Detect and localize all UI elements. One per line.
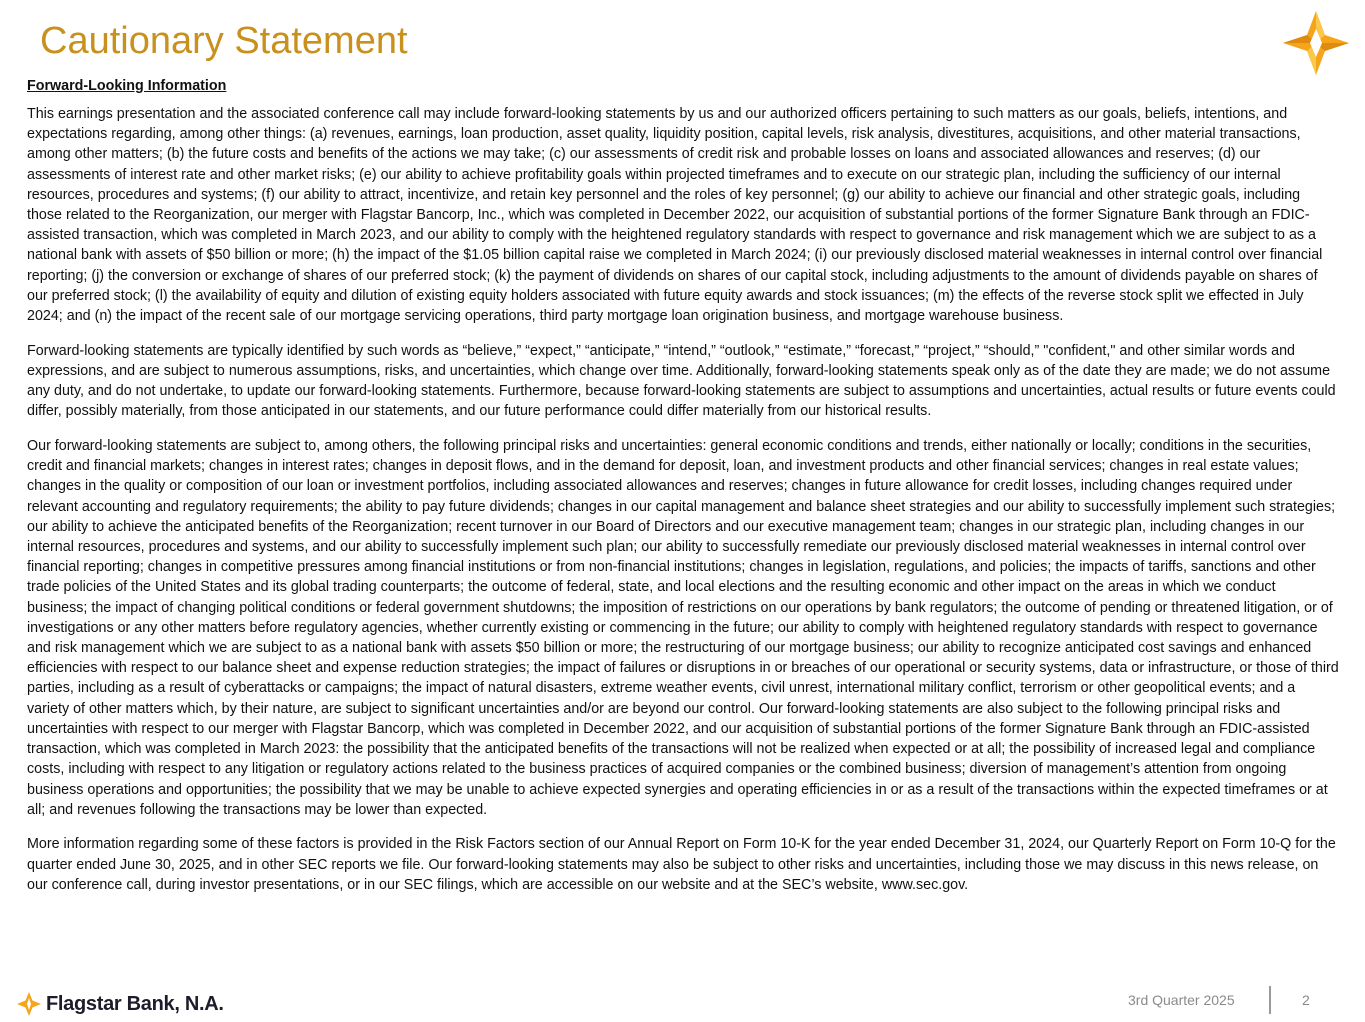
- footer-brand-name: Flagstar Bank, N.A.: [46, 992, 224, 1015]
- page-number: 2: [1302, 992, 1310, 1008]
- footer-logo: [16, 990, 224, 1018]
- page-title: Cautionary Statement: [40, 20, 408, 62]
- footer-divider: [1269, 986, 1271, 1014]
- footer-quarter: 3rd Quarter 2025: [1128, 992, 1235, 1008]
- flagstar-star-icon: [16, 991, 42, 1017]
- flagstar-star-icon: [1281, 9, 1351, 77]
- cautionary-statement-body: [27, 76, 1339, 910]
- paragraph-more-information: More information regarding some of these factors is provided in the Risk Factors section of our Annual Report on Form 10-K for the year ended December 31, 2024, our Quarterly Report on Form 10-Q for the quarter ended June 30, 2025, and in other SEC reports we file. Our forward-looking statements may also be subject to other risks and uncertainties, including those we may discuss in this news release, on our conference call, during investor presentations, or in our SEC filings, which are accessible on our website and at the SEC’s website, www.sec.gov.: [27, 836, 1336, 893]
- paragraph-forward-looking-intro: This earnings presentation and the associated conference call may include forward-looking statements by us and our authorized officers pertaining to such matters as our goals, beliefs, intentions, and expectations regarding, among other things: (a) revenues, earnings, loan production, asset quality, liquidity position, capital levels, risk analysis, divestitures, acquisitions, and other material transactions, among other matters; (b) the future costs and benefits of the actions we may take; (c) our assessments of credit risk and probable losses on loans and associated allowances and reserves; (d) our assessments of interest rate and other market risks; (e) our ability to achieve profitability goals within projected timeframes and to execute on our strategic plan, including the sufficiency of our internal resources, procedures and systems; (f) our ability to attract, incentivize, and retain key personnel and the roles of key personnel; (g) our ability to achieve our financial and other strategic goals, including those related to the Reorganization, our merger with Flagstar Bancorp, Inc., which was completed in December 2022, our acquisition of substantial portions of the former Signature Bank through an FDIC-assisted transaction, which was completed in March 2023, and our ability to comply with the heightened regulatory standards with respect to governance and risk management which we are subject to as a national bank with assets of $50 billion or more; (h) the impact of the $1.05 billion capital raise we completed in March 2024; (i) our previously disclosed material weaknesses in internal control over financial reporting; (j) the conversion or exchange of shares of our preferred stock; (k) the payment of dividends on shares of our capital stock, including adjustments to the amount of dividends payable on shares of our preferred stock; (l) the availability of equity and dilution of existing equity holders associated with future equity awards and stock issuances; (m) the effects of the reverse stock split we effected in July 2024; and (n) the impact of the recent sale of our mortgage servicing operations, third party mortgage loan origination business, and mortgage warehouse business.: [27, 106, 1323, 325]
- paragraph-identification: Forward-looking statements are typically identified by such words as “believe,” “expect,” “anticipate,” “intend,” “outlook,” “estimate,” “forecast,” “project,” “should,” "confident," and other similar words and expressions, and are subject to numerous assumptions, risks, and uncertainties, which change over time. Additionally, forward-looking statements speak only as of the date they are made; we do not assume any duty, and do not undertake, to update our forward-looking statements. Furthermore, because forward-looking statements are subject to assumptions and uncertainties, actual results or future events could differ, possibly materially, from those anticipated in our statements, and our future performance could differ materially from our historical results.: [27, 342, 1336, 420]
- paragraph-risks: Our forward-looking statements are subject to, among others, the following principal risks and uncertainties: general economic conditions and trends, either nationally or locally; conditions in the securities, credit and financial markets; changes in interest rates; changes in deposit flows, and in the demand for deposit, loan, and investment products and other financial services; changes in real estate values; changes in the quality or composition of our loan or investment portfolios, including associated allowances and reserves; changes in future allowance for credit losses, including changes required under relevant accounting and regulatory requirements; the ability to pay future dividends; changes in our capital management and balance sheet strategies and our ability to successfully implement such strategies; our ability to achieve the anticipated benefits of the Reorganization; recent turnover in our Board of Directors and our executive management team; changes in our strategic plan, including changes in our internal resources, procedures and systems, and our ability to successfully implement such plan; our ability to successfully remediate our previously disclosed material weaknesses in internal control over financial reporting; changes in competitive pressures among financial institutions or from non-financial institutions; changes in legislation, regulations, and policies; the impacts of tariffs, sanctions and other trade policies of the United States and its global trading counterparts; the outcome of federal, state, and local elections and the resulting economic and other impact on the areas in which we conduct business; the impact of changing political conditions or federal government shutdowns; the imposition of restrictions on our operations by bank regulators; the outcome of pending or threatened litigation, or of investigations or any other matters before regulatory agencies, whether currently existing or commencing in the future; our ability to comply with heightened regulatory standards with respect to governance and risk management which we are subject to as a national bank with assets $50 billion or more; the restructuring of our mortgage business; our ability to recognize anticipated cost savings and enhanced efficiencies with respect to our balance sheet and expense reduction strategies; the impact of failures or disruptions in or breaches of our operational or security systems, data or infrastructure, or those of third parties, including as a result of cyberattacks or campaigns; the impact of natural disasters, extreme weather events, civil unrest, international military conflict, terrorism or other geopolitical events; and a variety of other matters which, by their nature, are subject to significant uncertainties and/or are beyond our control. Our forward-looking statements are also subject to the following principal risks and uncertainties with respect to our merger with Flagstar Bancorp, which was completed in December 2022, and our acquisition of substantial portions of the former Signature Bank through an FDIC-assisted transaction, which was completed in March 2023: the possibility that the anticipated benefits of the transactions will not be realized when expected or at all; the possibility of increased legal and compliance costs, including with respect to any litigation or regulatory actions related to the business practices of acquired companies or the combined business; diversion of management’s attention from ongoing business operations and opportunities; the possibility that we may be unable to achieve expected synergies and operating efficiencies in or as a result of the transactions within the expected timeframes or at all; and revenues following the transactions may be lower than expected.: [27, 438, 1339, 818]
- section-heading: Forward-Looking Information: [27, 78, 227, 94]
